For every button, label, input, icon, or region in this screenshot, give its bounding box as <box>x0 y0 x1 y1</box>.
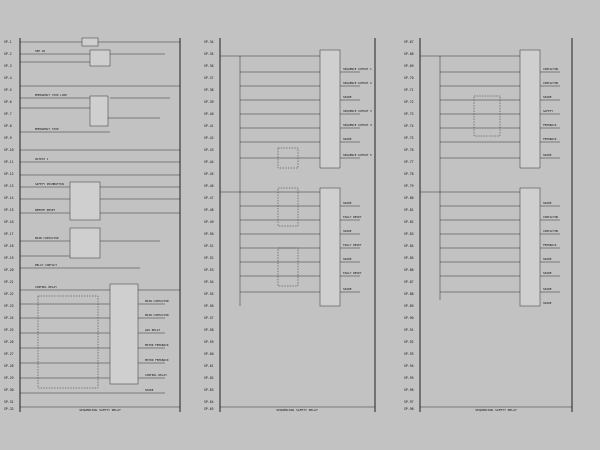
line-number: SP-46 <box>204 184 214 188</box>
line-number: SP-75 <box>404 136 414 140</box>
rung-label: SEQUENCE OUTPUT 5 <box>343 153 372 157</box>
line-number: SP-3 <box>4 64 12 68</box>
line-number: SP-95 <box>404 376 414 380</box>
relay-block <box>90 50 110 66</box>
rung-label: SPARE <box>543 257 552 261</box>
line-number: SP-62 <box>204 376 214 380</box>
line-number: SP-39 <box>204 100 214 104</box>
panel-footer: SEQUENCING SAFETY RELAY <box>79 408 121 412</box>
line-number: SP-91 <box>404 328 414 332</box>
rung-label: SPARE <box>343 201 352 205</box>
line-number: SP-98 <box>404 407 414 411</box>
panel-footer: SEQUENCING SAFETY RELAY <box>475 408 517 412</box>
rung-label: SPARE <box>343 229 352 233</box>
line-number: SP-56 <box>204 304 214 308</box>
line-number: SP-50 <box>204 232 214 236</box>
line-number: SP-2 <box>4 52 12 56</box>
safety-relay-module <box>110 284 138 384</box>
line-number: SP-42 <box>204 136 214 140</box>
line-number: SP-80 <box>404 196 414 200</box>
line-number: SP-54 <box>204 280 214 284</box>
line-number: SP-74 <box>404 124 414 128</box>
line-number: SP-41 <box>204 124 214 128</box>
line-number: SP-37 <box>204 76 214 80</box>
line-number: SP-25 <box>4 328 14 332</box>
line-number: SP-34 <box>204 40 214 44</box>
line-number: SP-23 <box>4 304 14 308</box>
line-number: SP-5 <box>4 88 12 92</box>
line-number: SP-19 <box>4 256 14 260</box>
line-number: SP-29 <box>4 376 14 380</box>
line-number: SP-79 <box>404 184 414 188</box>
line-number: SP-26 <box>4 340 14 344</box>
rung-label: EMERGENCY STOP <box>35 127 59 131</box>
rung-label: MAIN CONTACTOR <box>35 236 59 240</box>
line-number: SP-92 <box>404 340 414 344</box>
rung-label: SPARE <box>343 95 352 99</box>
line-number: SP-97 <box>404 400 414 404</box>
rung-label: MAIN CONTACTOR <box>145 299 169 303</box>
rung-label: SEE CR <box>35 49 46 53</box>
rung-label: FAULT RESET <box>343 215 362 219</box>
line-number: SP-12 <box>4 172 14 176</box>
rung-label: CONTACTOR <box>543 81 559 85</box>
rung-label: SAFETY PUSHBUTTON <box>35 182 64 186</box>
rung-label: SEQUENCE OUTPUT 3 <box>343 109 372 113</box>
line-number: SP-68 <box>404 52 414 56</box>
rung-label: FAULT RESET <box>343 271 362 275</box>
line-number: SP-14 <box>4 196 14 200</box>
line-number: SP-9 <box>4 136 12 140</box>
panel-footer: SEQUENCING SAFETY RELAY <box>276 408 318 412</box>
line-number: SP-47 <box>204 196 214 200</box>
line-number: SP-21 <box>4 280 14 284</box>
rung-label: OUTPUT 1 <box>35 157 49 161</box>
line-number: SP-45 <box>204 172 214 176</box>
rung-label: SPARE <box>343 287 352 291</box>
line-number: SP-30 <box>4 388 14 392</box>
line-number: SP-72 <box>404 100 414 104</box>
line-number: SP-88 <box>404 292 414 296</box>
rung-label: SPARE <box>543 271 552 275</box>
rung-label: CONTACTOR <box>543 229 559 233</box>
line-number: SP-1 <box>4 40 12 44</box>
line-number: SP-89 <box>404 304 414 308</box>
rung-label: SEQUENCE OUTPUT 1 <box>343 67 372 71</box>
line-number: SP-70 <box>404 76 414 80</box>
line-number: SP-60 <box>204 352 214 356</box>
line-number: SP-24 <box>4 316 14 320</box>
line-number: SP-16 <box>4 220 14 224</box>
line-number: SP-71 <box>404 88 414 92</box>
line-number: SP-84 <box>404 244 414 248</box>
rung-label: CONTACTOR <box>543 215 559 219</box>
line-number: SP-17 <box>4 232 14 236</box>
safety-output-module <box>520 188 540 306</box>
line-number: SP-36 <box>204 64 214 68</box>
line-number: SP-38 <box>204 88 214 92</box>
line-number: SP-77 <box>404 160 414 164</box>
line-number: SP-83 <box>404 232 414 236</box>
line-number: SP-49 <box>204 220 214 224</box>
rung-label: SPARE <box>343 257 352 261</box>
line-number: SP-51 <box>204 244 214 248</box>
line-number: SP-64 <box>204 400 214 404</box>
safety-output-module <box>320 50 340 168</box>
rung-label: CONTACTOR <box>543 67 559 71</box>
rung-label: SPARE <box>543 95 552 99</box>
line-number: SP-11 <box>4 160 14 164</box>
relay-block <box>70 182 100 220</box>
line-number: SP-61 <box>204 364 214 368</box>
safety-output-module <box>520 50 540 168</box>
line-number: SP-28 <box>4 364 14 368</box>
line-number: SP-53 <box>204 268 214 272</box>
rung-label: CONTROL RELAY <box>145 373 167 377</box>
rung-label: MOTOR FEEDBACK <box>145 343 169 347</box>
rung-label: SPARE <box>343 137 352 141</box>
rung-label: SPARE <box>145 388 154 392</box>
line-number: SP-55 <box>204 292 214 296</box>
rung-label: CONTROL RELAY <box>35 285 57 289</box>
line-number: SP-93 <box>404 352 414 356</box>
line-number: SP-81 <box>404 208 414 212</box>
line-number: SP-69 <box>404 64 414 68</box>
rung-label: SPARE <box>543 201 552 205</box>
line-number: SP-94 <box>404 364 414 368</box>
line-number: SP-52 <box>204 256 214 260</box>
line-number: SP-82 <box>404 220 414 224</box>
line-number: SP-27 <box>4 352 14 356</box>
line-number: SP-4 <box>4 76 12 80</box>
rung-label: FAULT RESET <box>343 243 362 247</box>
line-number: SP-76 <box>404 148 414 152</box>
line-number: SP-57 <box>204 316 214 320</box>
line-number: SP-15 <box>4 208 14 212</box>
line-number: SP-78 <box>404 172 414 176</box>
line-number: SP-13 <box>4 184 14 188</box>
line-number: SP-67 <box>404 40 414 44</box>
safety-output-module <box>320 188 340 306</box>
line-number: SP-8 <box>4 124 12 128</box>
line-number: SP-6 <box>4 100 12 104</box>
line-number: SP-73 <box>404 112 414 116</box>
rung-label: FEEDBACK <box>543 137 557 141</box>
line-number: SP-44 <box>204 160 214 164</box>
line-number: SP-32 <box>4 407 14 411</box>
rung-label: FEEDBACK <box>543 243 557 247</box>
rung-label: MAIN CONTACTOR <box>145 313 169 317</box>
line-number: SP-87 <box>404 280 414 284</box>
line-number: SP-40 <box>204 112 214 116</box>
rung-label: SEQUENCE OUTPUT 4 <box>343 123 372 127</box>
rung-label: SPARE <box>543 287 552 291</box>
line-number: SP-63 <box>204 388 214 392</box>
rung-label: FEEDBACK <box>543 123 557 127</box>
line-number: SP-90 <box>404 316 414 320</box>
relay-block <box>70 228 100 258</box>
rung-label: REMOTE RESET <box>35 208 56 212</box>
line-number: SP-20 <box>4 268 14 272</box>
line-number: SP-65 <box>204 407 214 411</box>
line-number: SP-35 <box>204 52 214 56</box>
rung-label: SAFETY <box>543 109 554 113</box>
rung-label: RELAY CONTACT <box>35 263 57 267</box>
rung-label: SPARE <box>543 153 552 157</box>
rung-label: MOTOR FEEDBACK <box>145 358 169 362</box>
line-number: SP-43 <box>204 148 214 152</box>
relay-block <box>82 38 98 46</box>
line-number: SP-58 <box>204 328 214 332</box>
line-number: SP-59 <box>204 340 214 344</box>
line-number: SP-96 <box>404 388 414 392</box>
line-number: SP-86 <box>404 268 414 272</box>
line-number: SP-48 <box>204 208 214 212</box>
line-number: SP-10 <box>4 148 14 152</box>
rung-label: AUX RELAY <box>145 328 161 332</box>
relay-block <box>90 96 108 126</box>
line-number: SP-31 <box>4 400 14 404</box>
rung-label: EMERGENCY STOP LOOP <box>35 93 67 97</box>
line-number: SP-18 <box>4 244 14 248</box>
line-number: SP-7 <box>4 112 12 116</box>
line-number: SP-85 <box>404 256 414 260</box>
rung-label: SEQUENCE OUTPUT 2 <box>343 81 372 85</box>
rung-label: SPARE <box>543 301 552 305</box>
line-number: SP-22 <box>4 292 14 296</box>
